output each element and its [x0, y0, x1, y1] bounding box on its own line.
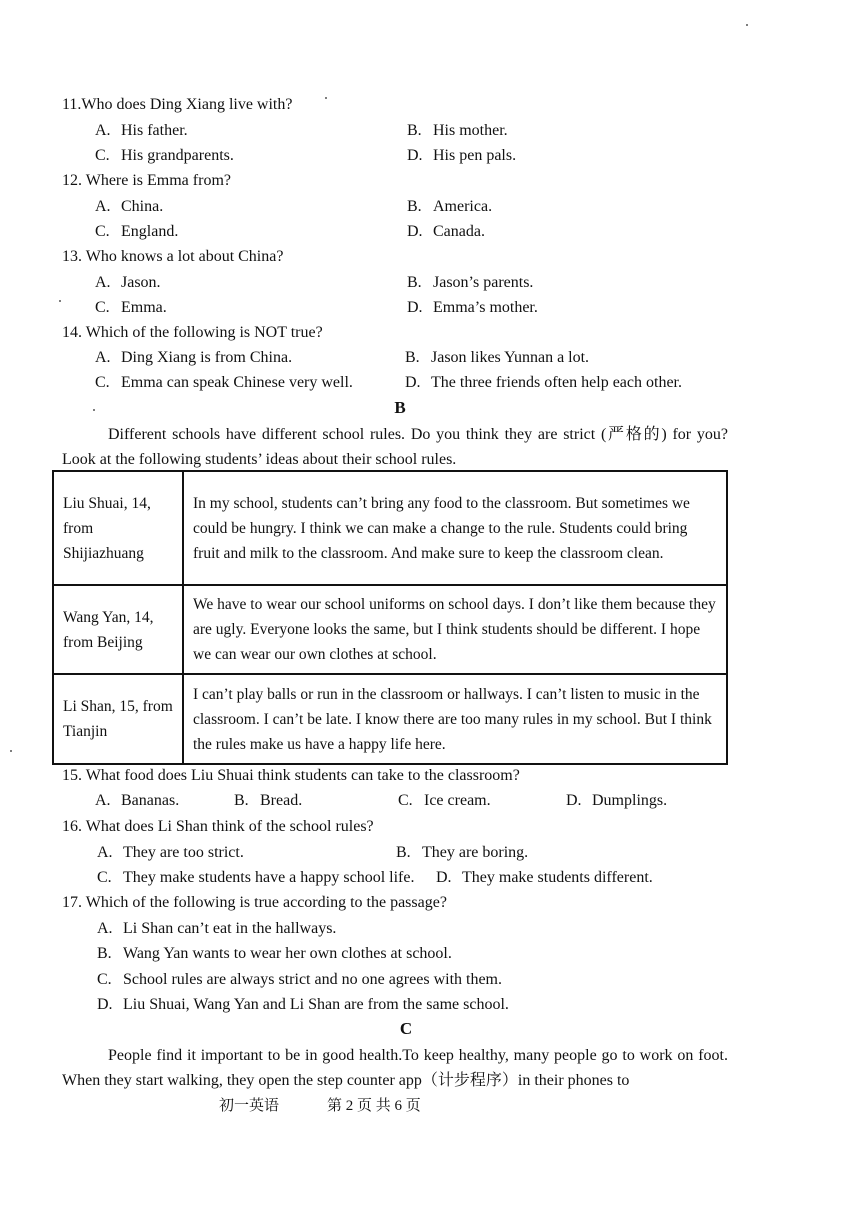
scan-speck	[10, 750, 12, 752]
q11-option-c: C. His grandparents.	[95, 147, 234, 164]
q17-option-c: C. School rules are always strict and no one agrees with them.	[97, 971, 502, 988]
section-b-intro: Different schools have different school rules. Do you think they are strict (严格的) for you? Look at the following students’ ideas about their school rules.	[62, 426, 728, 468]
q11-option-b: B. His mother.	[407, 122, 508, 139]
question-17: 17. Which of the following is true according to the passage?	[62, 894, 447, 911]
q12-option-c: C. England.	[95, 223, 179, 240]
q17-option-b: B. Wang Yan wants to wear her own clothes at school.	[97, 945, 452, 962]
q17-option-d: D. Liu Shuai, Wang Yan and Li Shan are from the same school.	[97, 996, 509, 1013]
student-name-cell: Liu Shuai, 14, from Shijiazhuang	[53, 471, 183, 585]
question-16: 16. What does Li Shan think of the school rules?	[62, 818, 374, 835]
q16-option-b: B. They are boring.	[396, 844, 529, 861]
q14-option-d: D. The three friends often help each other.	[405, 374, 682, 391]
student-idea-cell: We have to wear our school uniforms on school days. I don’t like them because they are ugly. Everyone looks the same, but I think students should be different. I hope we can wear our own clothes at school.	[183, 585, 727, 674]
scan-speck	[59, 300, 61, 302]
question-11: 11.Who does Ding Xiang live with?	[62, 96, 293, 113]
question-13: 13. Who knows a lot about China?	[62, 248, 284, 265]
q11-option-d: D. His pen pals.	[407, 147, 517, 164]
question-15: 15. What food does Liu Shuai think students can take to the classroom?	[62, 767, 520, 784]
question-14: 14. Which of the following is NOT true?	[62, 324, 323, 341]
q17-option-a: A. Li Shan can’t eat in the hallways.	[97, 920, 337, 937]
question-12: 12. Where is Emma from?	[62, 172, 231, 189]
q16-option-d: D. They make students different.	[436, 869, 653, 886]
table-row	[53, 674, 727, 764]
scan-speck	[746, 24, 748, 26]
footer-page-number: 第 2 页 共 6 页	[327, 1098, 421, 1114]
q12-option-a: A. China.	[95, 198, 164, 215]
page-footer	[219, 1094, 469, 1115]
q13-option-c: C. Emma.	[95, 299, 167, 316]
table-row	[53, 471, 727, 585]
q12-option-b: B. America.	[407, 198, 493, 215]
q13-option-b: B. Jason’s parents.	[407, 274, 534, 291]
q14-option-a: A. Ding Xiang is from China.	[95, 349, 293, 366]
q11-option-a: A. His father.	[95, 122, 188, 139]
section-c-intro: People find it important to be in good health.To keep healthy, many people go to work on foot. When they start walking, they open the step counter app（计步程序）in their phones to	[62, 1047, 728, 1089]
q15-option-b: B. Bread.	[234, 792, 303, 809]
section-b-heading: B	[394, 398, 406, 417]
student-ideas-table	[52, 470, 728, 765]
footer-subject: 初一英语	[219, 1098, 280, 1114]
q13-option-a: A. Jason.	[95, 274, 161, 291]
q15-option-a: A. Bananas.	[95, 792, 180, 809]
q14-option-c: C. Emma can speak Chinese very well.	[95, 374, 353, 391]
student-idea-cell: I can’t play balls or run in the classroom or hallways. I can’t listen to music in the classroom. I can’t be late. I know there are too many rules in my school. But I think the rules make us have a happy life here.	[183, 674, 727, 764]
q16-option-a: A. They are too strict.	[97, 844, 244, 861]
q16-option-c: C. They make students have a happy school life.	[97, 869, 415, 886]
scan-speck	[93, 409, 95, 411]
q15-option-d: D. Dumplings.	[566, 792, 668, 809]
student-name-cell: Li Shan, 15, from Tianjin	[53, 674, 183, 764]
table-row	[53, 585, 727, 674]
scan-speck	[325, 97, 327, 99]
q15-option-c: C. Ice cream.	[398, 792, 491, 809]
q13-option-d: D. Emma’s mother.	[407, 299, 538, 316]
q12-option-d: D. Canada.	[407, 223, 485, 240]
student-name-cell: Wang Yan, 14, from Beijing	[53, 585, 183, 674]
q14-option-b: B. Jason likes Yunnan a lot.	[405, 349, 590, 366]
student-idea-cell: In my school, students can’t bring any food to the classroom. But sometimes we could be hungry. I think we can make a change to the rule. Students could bring fruit and milk to the classroom. And make sure to keep the classroom clean.	[183, 471, 727, 585]
section-c-heading: C	[399, 1019, 413, 1038]
